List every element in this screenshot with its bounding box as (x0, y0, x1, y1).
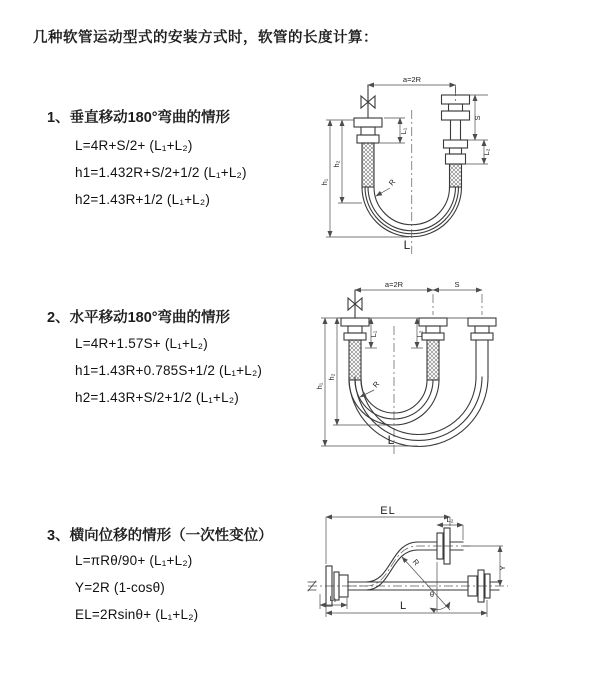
dim-label-s: S (473, 115, 482, 121)
section-1-formula-h1: h1=1.432R+S/2+1/2 (L₁+L₂) (75, 165, 247, 180)
section-3-formula-EL: EL=2Rsinθ+ (L₁+L₂) (75, 607, 199, 622)
diagram-horizontal-180-bend (310, 282, 582, 467)
dim-label-h2: h₂ (332, 160, 341, 168)
dimensions (320, 517, 503, 617)
hose-and-fittings (338, 290, 496, 447)
dim-label-l2: L₂ (446, 515, 454, 524)
section-3-formula-L: L=πRθ/90+ (L₁+L₂) (75, 553, 193, 568)
dim-label-l2: L₂ (482, 148, 491, 156)
dim-label-y: Y (498, 565, 507, 571)
length-label: L (399, 600, 407, 612)
length-label: L (403, 238, 411, 252)
section-1-formula-h2: h2=1.43R+1/2 (L₁+L₂) (75, 192, 211, 207)
section-3-heading: 3、横向位移的情形（一次性变位） (47, 528, 273, 544)
section-1-heading: 1、垂直移动180°弯曲的情形 (47, 110, 231, 126)
section-2-formula-h1: h1=1.43R+0.785S+1/2 (L₁+L₂) (75, 363, 263, 378)
section-2-formula-h2: h2=1.43R+S/2+1/2 (L₁+L₂) (75, 390, 239, 405)
page-title: 几种软管运动型式的安装方式时，软管的长度计算： (33, 30, 378, 46)
section-1-formula-L: L=4R+S/2+ (L₁+L₂) (75, 138, 193, 153)
section-2-heading: 2、水平移动180°弯曲的情形 (47, 310, 231, 326)
dim-label-h1: h₁ (320, 178, 329, 186)
dim-label-a2r: a=2R (402, 75, 422, 84)
dim-label-h2: h₂ (327, 373, 336, 381)
dim-label-l1: L₁ (369, 330, 378, 338)
radius-label: R (370, 379, 382, 390)
dim-label-l1: L₁ (399, 127, 408, 135)
dimensions (321, 290, 482, 446)
dim-label-a2r: a=2R (384, 280, 404, 289)
section-2-formula-L: L=4R+1.57S+ (L₁+L₂) (75, 336, 208, 351)
radius-label: R (410, 557, 422, 568)
section-3-formula-Y: Y=2R (1-cosθ) (75, 580, 166, 595)
dimensions (326, 85, 488, 237)
radius-label: R (386, 177, 398, 188)
length-label: L (387, 433, 395, 447)
angle-label: θ (429, 590, 435, 599)
dim-label-el: EL (380, 505, 396, 517)
dim-label-l1: L₁ (329, 594, 337, 603)
hose-and-fittings (308, 528, 499, 606)
diagram-vertical-180-bend (312, 72, 568, 262)
dim-label-s: S (454, 280, 460, 289)
dim-label-l2: L₂ (415, 330, 424, 338)
diagram-lateral-displacement (300, 498, 600, 638)
dim-label-h1: h₁ (315, 382, 324, 390)
